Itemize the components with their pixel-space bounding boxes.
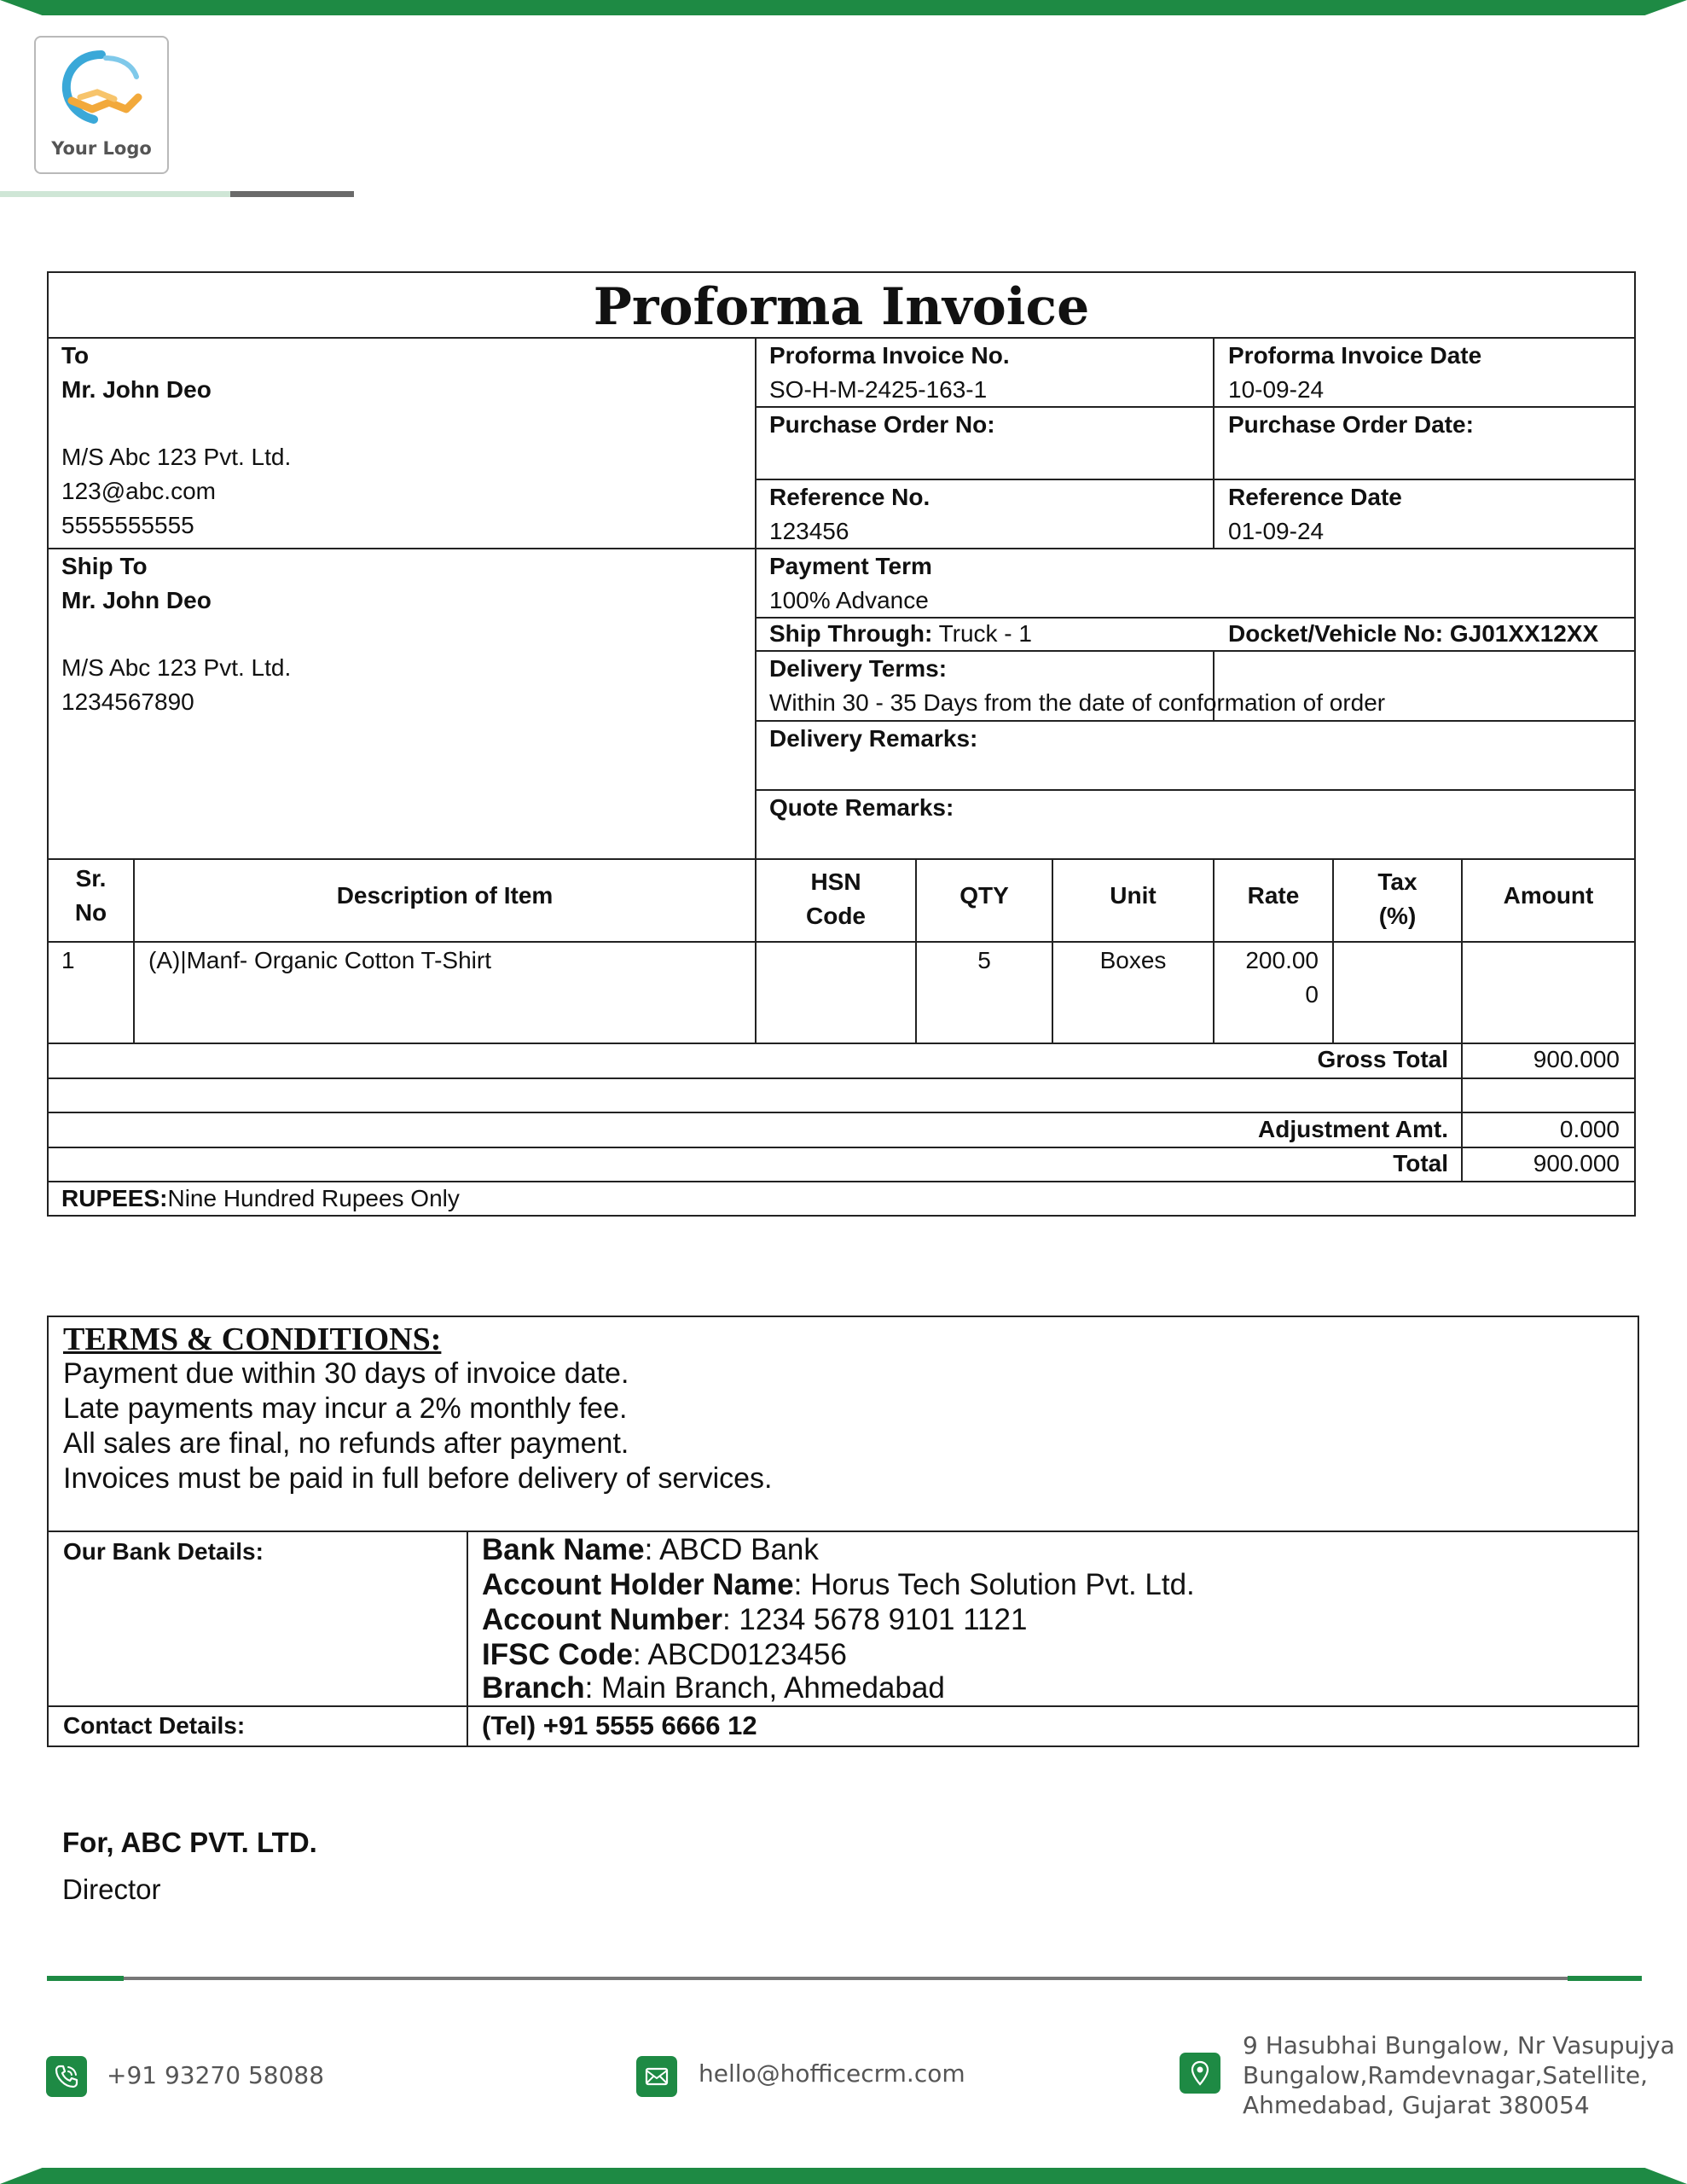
bank-name: Bank Name: ABCD Bank xyxy=(482,1533,819,1566)
col-tax-2: (%) xyxy=(1378,903,1417,929)
terms-line: All sales are final, no refunds after payment. xyxy=(63,1427,629,1460)
quote-remarks-label: Quote Remarks: xyxy=(769,794,954,821)
total-label: Total xyxy=(1393,1150,1448,1176)
item-rate-2: 0 xyxy=(1305,981,1319,1008)
ship-through xyxy=(769,617,1032,651)
divider xyxy=(49,941,1634,943)
invoice-table xyxy=(47,271,1636,1217)
delivery-terms-value: Within 30 - 35 Days from the date of conformation of order xyxy=(769,689,1386,716)
ship-to-company: M/S Abc 123 Pvt. Ltd. xyxy=(61,654,292,681)
terms-line: Late payments may incur a 2% monthly fee. xyxy=(63,1392,628,1425)
item-qty: 5 xyxy=(977,947,991,973)
delivery-remarks-label: Delivery Remarks: xyxy=(769,725,978,752)
ship-to-label: Ship To xyxy=(61,553,148,579)
footer-divider xyxy=(47,1977,1642,1980)
to-name: Mr. John Deo xyxy=(61,376,212,403)
item-sr: 1 xyxy=(61,947,75,973)
ifsc-code: IFSC Code: ABCD0123456 xyxy=(482,1638,847,1671)
col-qty: QTY xyxy=(959,882,1009,909)
proforma-no-label: Proforma Invoice No. xyxy=(769,342,1010,369)
po-date-label: Purchase Order Date: xyxy=(1228,411,1474,438)
payment-term-value: 100% Advance xyxy=(769,587,929,613)
footer-divider-accent xyxy=(47,1976,124,1981)
footer-divider-accent xyxy=(1568,1976,1642,1981)
total-value: 900.000 xyxy=(1533,1150,1620,1176)
to-company: M/S Abc 123 Pvt. Ltd. xyxy=(61,444,292,470)
item-unit: Boxes xyxy=(1099,947,1167,973)
contact-details-label: Contact Details: xyxy=(63,1712,246,1739)
divider xyxy=(755,337,757,858)
docket-vehicle: Docket/Vehicle No: GJ01XX12XX xyxy=(1228,620,1599,647)
col-sr-2: No xyxy=(74,899,107,926)
col-description: Description of Item xyxy=(336,882,554,909)
rupees-value: Nine Hundred Rupees Only xyxy=(167,1185,460,1211)
delivery-terms-label: Delivery Terms: xyxy=(769,655,948,682)
footer-address-line: Ahmedabad, Gujarat 380054 xyxy=(1243,2091,1590,2119)
proforma-no-value: SO-H-M-2425-163-1 xyxy=(769,376,988,403)
terms-line: Payment due within 30 days of invoice date. xyxy=(63,1357,629,1390)
logo-underline xyxy=(0,191,230,197)
company-logo xyxy=(34,36,169,174)
col-tax-1: Tax xyxy=(1377,868,1417,895)
terms-line: Invoices must be paid in full before delivery of services. xyxy=(63,1462,773,1495)
col-unit: Unit xyxy=(1110,882,1157,909)
logo-text: Your Logo xyxy=(51,138,152,159)
amount-in-words xyxy=(61,1182,460,1216)
to-email: 123@abc.com xyxy=(61,478,216,504)
ship-to-name: Mr. John Deo xyxy=(61,587,212,613)
contact-details-value: (Tel) +91 5555 6666 12 xyxy=(482,1711,757,1740)
rupees-label: RUPEES: xyxy=(61,1185,168,1211)
account-holder: Account Holder Name: Horus Tech Solution Pvt. Ltd. xyxy=(482,1568,1195,1601)
bank-details-label: Our Bank Details: xyxy=(63,1538,264,1565)
proforma-date-value: 10-09-24 xyxy=(1228,376,1325,403)
ship-through-label: Ship Through: xyxy=(769,620,933,647)
ref-no-value: 123456 xyxy=(769,518,849,544)
item-description: (A)|Manf- Organic Cotton T-Shirt xyxy=(148,947,491,973)
phone-icon xyxy=(46,2056,87,2097)
divider xyxy=(467,1531,468,1745)
divider xyxy=(49,1705,1638,1707)
signature-role: Director xyxy=(62,1873,161,1905)
handshake-logo-icon xyxy=(55,46,148,135)
terms-and-bank-box xyxy=(47,1316,1639,1747)
logo-underline-dark xyxy=(230,191,354,197)
col-hsn-1: HSN xyxy=(810,868,861,895)
col-rate: Rate xyxy=(1247,882,1300,909)
top-accent-bar xyxy=(0,0,1687,15)
to-phone: 5555555555 xyxy=(61,512,194,538)
divider xyxy=(49,1077,1634,1079)
col-amount: Amount xyxy=(1503,882,1594,909)
to-label: To xyxy=(61,342,90,369)
divider xyxy=(1213,337,1215,549)
ship-to-phone: 1234567890 xyxy=(61,688,194,715)
adjustment-value: 0.000 xyxy=(1559,1116,1620,1142)
col-hsn-2: Code xyxy=(806,903,866,929)
col-sr-1: Sr. xyxy=(75,865,107,892)
ref-no-label: Reference No. xyxy=(769,484,930,510)
divider xyxy=(49,858,1634,860)
po-no-label: Purchase Order No: xyxy=(769,411,995,438)
bank-branch: Branch: Main Branch, Ahmedabad xyxy=(482,1671,945,1705)
gross-total-label: Gross Total xyxy=(1317,1046,1448,1072)
bottom-accent-bar xyxy=(0,2168,1687,2184)
footer-phone: +91 93270 58088 xyxy=(107,2061,325,2089)
item-rate-1: 200.00 xyxy=(1245,947,1319,973)
ref-date-label: Reference Date xyxy=(1228,484,1402,510)
gross-total-value: 900.000 xyxy=(1533,1046,1620,1072)
ref-date-value: 01-09-24 xyxy=(1228,518,1325,544)
location-pin-icon xyxy=(1180,2053,1220,2094)
footer-address-line: 9 Hasubhai Bungalow, Nr Vasupujya xyxy=(1243,2031,1675,2059)
mail-icon xyxy=(636,2056,677,2097)
terms-title: TERMS & CONDITIONS: xyxy=(63,1321,442,1357)
signature-company: For, ABC PVT. LTD. xyxy=(62,1827,317,1858)
adjustment-label: Adjustment Amt. xyxy=(1258,1116,1448,1142)
divider xyxy=(49,1531,1638,1532)
proforma-date-label: Proforma Invoice Date xyxy=(1228,342,1482,369)
invoice-title: Proforma Invoice xyxy=(593,277,1090,337)
account-number: Account Number: 1234 5678 9101 1121 xyxy=(482,1603,1028,1636)
footer-email: hello@hofficecrm.com xyxy=(699,2059,965,2088)
ship-through-value: Truck - 1 xyxy=(932,620,1032,647)
footer-address-line: Bungalow,Ramdevnagar,Satellite, xyxy=(1243,2061,1649,2089)
payment-term-label: Payment Term xyxy=(769,553,932,579)
